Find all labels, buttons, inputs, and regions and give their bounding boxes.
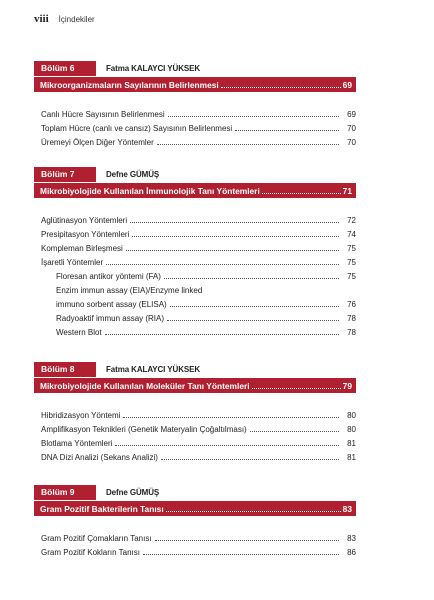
chapter-header — [34, 167, 356, 182]
dot-leader — [252, 388, 341, 389]
page-number: viii — [34, 13, 49, 25]
toc-entry[interactable] — [34, 105, 356, 119]
chapter-entries — [34, 105, 356, 147]
toc-entry-page: 78 — [347, 314, 356, 323]
toc-entry[interactable] — [34, 543, 356, 557]
toc-entry-title: Aglütinasyon Yöntemleri — [41, 216, 128, 225]
dot-leader — [235, 130, 339, 131]
toc-entry-page: 72 — [347, 216, 356, 225]
chapter-title-bar[interactable] — [34, 183, 356, 198]
chapter-entries — [34, 529, 356, 557]
chapter-title: Mikroorganizmaların Sayılarının Belirlenmesi — [40, 79, 219, 90]
toc-entry[interactable] — [34, 420, 356, 434]
toc-entry-page: 78 — [347, 328, 356, 337]
dot-leader — [132, 236, 339, 237]
dot-leader — [166, 511, 341, 512]
dot-leader — [262, 193, 341, 194]
toc-entry-title: Blotlama Yöntemleri — [41, 439, 113, 448]
chapter-badge: Bölüm 6 — [34, 61, 96, 76]
dot-leader — [115, 445, 339, 446]
toc-entry-title: Gram Pozitif Çomakların Tanısı — [41, 534, 152, 543]
toc-entry-page: 76 — [347, 300, 356, 309]
toc-entry[interactable] — [34, 133, 356, 147]
chapter-title-bar[interactable] — [34, 378, 356, 393]
page-header — [34, 13, 95, 25]
toc-entry-page: 86 — [347, 548, 356, 557]
chapter-badge: Bölüm 8 — [34, 362, 96, 377]
toc-entry[interactable] — [34, 295, 356, 309]
toc-entry-title: Floresan antikor yöntemi (FA) — [56, 272, 161, 281]
dot-leader — [250, 431, 339, 432]
toc-entry-title: Gram Pozitif Kokların Tanısı — [41, 548, 140, 557]
toc-entry-page: 81 — [347, 439, 356, 448]
toc-entry-title: Enzim immun assay (EIA)/Enzyme linked — [56, 286, 203, 295]
dot-leader — [170, 306, 339, 307]
toc-entry[interactable] — [34, 267, 356, 281]
toc-entry[interactable] — [34, 406, 356, 420]
chapter-author: Fatma KALAYCI YÜKSEK — [106, 365, 201, 374]
chapter-page-number: 69 — [342, 79, 352, 90]
toc-entry-title: Kompleman Birleşmesi — [41, 244, 123, 253]
toc-entry[interactable] — [34, 281, 356, 295]
dot-leader — [123, 417, 339, 418]
toc-entry-page: 74 — [347, 230, 356, 239]
toc-entry-page: 80 — [347, 411, 356, 420]
dot-leader — [143, 554, 339, 555]
toc-entry[interactable] — [34, 253, 356, 267]
toc-entry[interactable] — [34, 309, 356, 323]
chapter-title: Mikrobiyolojide Kullanılan Moleküler Tanı Yöntemleri — [40, 380, 250, 391]
toc-entry-title: Radyoaktif immun assay (RIA) — [56, 314, 165, 323]
dot-leader — [167, 320, 339, 321]
chapter-block — [34, 61, 356, 147]
toc-entry-title: Presipitasyon Yöntemleri — [41, 230, 130, 239]
toc-entry[interactable] — [34, 434, 356, 448]
toc-entry[interactable] — [34, 529, 356, 543]
toc-entry-page: 75 — [347, 244, 356, 253]
dot-leader — [106, 264, 339, 265]
chapter-page-number: 71 — [342, 185, 352, 196]
chapter-header — [34, 362, 356, 377]
dot-leader — [155, 540, 339, 541]
toc-entry-page: 83 — [347, 534, 356, 543]
toc-entry-title: Toplam Hücre (canlı ve cansız) Sayısının Belirlenmesi — [41, 124, 233, 133]
dot-leader — [130, 222, 339, 223]
toc-entry-title: Western Blot — [56, 328, 102, 337]
toc-entry[interactable] — [34, 119, 356, 133]
dot-leader — [105, 334, 339, 335]
chapter-page-number: 83 — [342, 503, 352, 514]
toc-entry-page: 70 — [347, 124, 356, 133]
toc-entry-title: Hibridizasyon Yöntemi — [41, 411, 121, 420]
chapter-badge: Bölüm 7 — [34, 167, 96, 182]
chapter-author: Defne GÜMÜŞ — [106, 170, 160, 179]
toc-entry-title: Amplifikasyon Teknikleri (Genetik Materyalin Çoğaltılması) — [41, 425, 247, 434]
chapter-title: Mikrobiyolojide Kullanılan İmmunolojik Tanı Yöntemleri — [40, 185, 260, 196]
toc-entry[interactable] — [34, 225, 356, 239]
chapter-author: Defne GÜMÜŞ — [106, 488, 160, 497]
toc-entry-title: Canlı Hücre Sayısının Belirlenmesi — [41, 110, 165, 119]
dot-leader — [126, 250, 339, 251]
dot-leader — [221, 87, 341, 88]
toc-entry-page: 69 — [347, 110, 356, 119]
toc-entry[interactable] — [34, 448, 356, 462]
toc-entry-page: 75 — [347, 272, 356, 281]
toc-entry-title: İşaretli Yöntemler — [41, 258, 104, 267]
chapter-header — [34, 485, 356, 500]
toc-entry-page: 70 — [347, 138, 356, 147]
chapter-block — [34, 362, 356, 462]
chapter-entries — [34, 406, 356, 462]
chapter-entries — [34, 211, 356, 337]
chapter-title: Gram Pozitif Bakterilerin Tanısı — [40, 503, 164, 514]
toc-entry-page: 75 — [347, 258, 356, 267]
toc-entry[interactable] — [34, 211, 356, 225]
dot-leader — [164, 278, 339, 279]
chapter-title-bar[interactable] — [34, 501, 356, 516]
toc-entry-title: DNA Dizi Analizi (Sekans Analizi) — [41, 453, 158, 462]
dot-leader — [157, 144, 339, 145]
toc-entry-page: 80 — [347, 425, 356, 434]
chapter-badge: Bölüm 9 — [34, 485, 96, 500]
chapter-header — [34, 61, 356, 76]
chapter-block — [34, 167, 356, 337]
toc-entry[interactable] — [34, 323, 356, 337]
chapter-author: Fatma KALAYCI YÜKSEK — [106, 64, 201, 73]
dot-leader — [168, 116, 339, 117]
toc-entry-title: immuno sorbent assay (ELISA) — [56, 300, 167, 309]
chapter-block — [34, 485, 356, 557]
toc-entry[interactable] — [34, 239, 356, 253]
chapter-title-bar[interactable] — [34, 77, 356, 92]
toc-entry-title: Üremeyi Ölçen Diğer Yöntemler — [41, 138, 154, 147]
dot-leader — [161, 459, 339, 460]
toc-entry-page: 81 — [347, 453, 356, 462]
running-title: İçindekiler — [58, 15, 95, 24]
chapter-page-number: 79 — [342, 380, 352, 391]
